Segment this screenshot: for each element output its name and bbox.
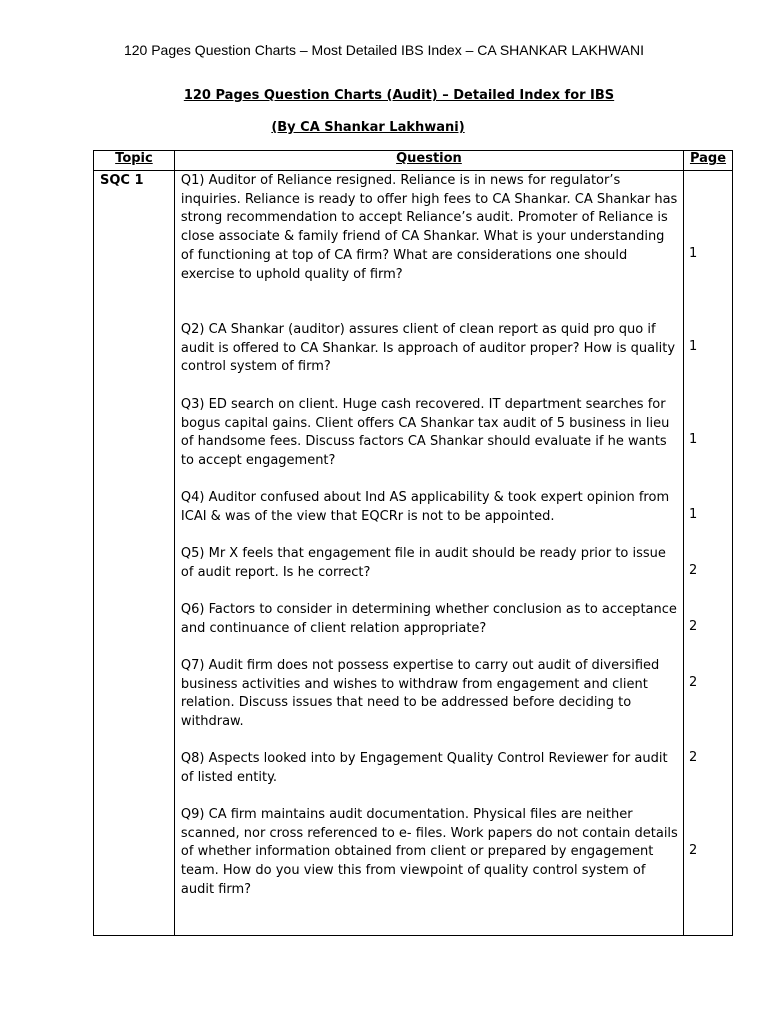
question-3: Q3) ED search on client. Huge cash recovered. IT department searches for bogus capital gains. Client offers CA Shankar tax audit of 5 business in lieu of handsome fees. Discuss factors CA Shankar should evaluate if he wants to accept engagement?: [180, 397, 670, 469]
topic-cell: SQC 1: [94, 171, 175, 936]
document-subtitle: (By CA Shankar Lakhwani): [271, 120, 465, 135]
question-2: Q2) CA Shankar (auditor) assures client of clean report as quid pro quo if audit is offered to CA Shankar. Is approach of auditor proper? How is quality control system of firm?: [180, 322, 676, 375]
page-number: 2: [689, 563, 698, 578]
table-row: [94, 171, 733, 936]
header-page: Page: [684, 151, 733, 171]
page-number: 1: [689, 246, 698, 261]
table-header-row: [94, 151, 733, 171]
question-1: Q1) Auditor of Reliance resigned. Reliance is in news for regulator’s inquiries. Reliance is ready to offer high fees to CA Shankar. CA Shankar has strong recommendation to accept Reliance’s audit. Promoter of Reliance is close associate & family friend of CA Shankar. What is your understanding of functioning at top of CA firm? What are considerations one should exercise to uphold quality of firm?: [180, 173, 678, 282]
question-4: Q4) Auditor confused about Ind AS applicability & took expert opinion from ICAI & was of the view that EQCRr is not to be appointed.: [180, 490, 670, 524]
page-header: 120 Pages Question Charts – Most Detailed IBS Index – CA SHANKAR LAKHWANI: [123, 42, 645, 58]
question-5: Q5) Mr X feels that engagement file in audit should be ready prior to issue of audit report. Is he correct?: [180, 546, 666, 580]
question-6: Q6) Factors to consider in determining whether conclusion as to acceptance and continuance of client relation appropriate?: [180, 602, 677, 636]
page-number: 2: [689, 750, 698, 765]
page-cell: [684, 171, 733, 936]
header-topic: Topic: [94, 151, 175, 171]
document-title: 120 Pages Question Charts (Audit) – Detailed Index for IBS: [183, 88, 615, 103]
question-9: Q9) CA firm maintains audit documentation. Physical files are neither scanned, nor cross referenced to e- files. Work papers do not contain details of whether information obtained from client or prepared by engagement team. How do you view this from viewpoint of quality control system of audit firm?: [180, 807, 678, 897]
page-number: 2: [689, 675, 698, 690]
page-number: 2: [689, 843, 698, 858]
question-8: Q8) Aspects looked into by Engagement Quality Control Reviewer for audit of listed entity.: [180, 751, 668, 785]
question-7: Q7) Audit firm does not possess expertise to carry out audit of diversified business activities and wishes to withdraw from engagement and client relation. Discuss issues that need to be addressed before deciding to withdraw.: [180, 658, 660, 730]
index-table: [93, 150, 733, 936]
header-question: Question: [174, 151, 683, 171]
question-cell: [174, 171, 683, 936]
page-number: 2: [689, 619, 698, 634]
page-number: 1: [689, 432, 698, 447]
page-number: 1: [689, 339, 698, 354]
page-number: 1: [689, 507, 698, 522]
